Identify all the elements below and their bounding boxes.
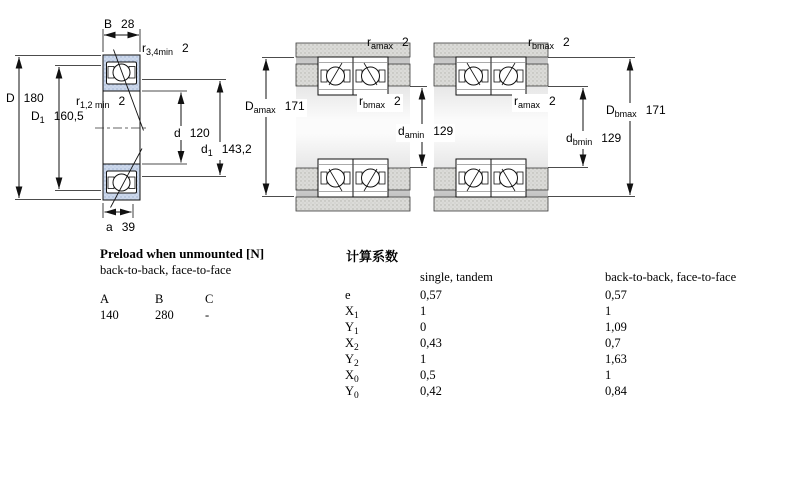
dim-subscript: amax xyxy=(253,105,276,115)
ball xyxy=(327,169,345,187)
dim-subscript: 1 xyxy=(39,115,45,125)
dim-symbol: r xyxy=(359,94,363,108)
factor-symbol: Y xyxy=(345,352,355,366)
dim-label-rbmax-a xyxy=(357,94,403,112)
factor-value: 0,7 xyxy=(605,336,621,350)
dim-label-dbmin xyxy=(564,131,623,149)
ball xyxy=(362,169,380,187)
ball xyxy=(113,64,130,81)
dim-symbol: B xyxy=(104,17,113,31)
dim-symbol: D xyxy=(6,91,15,105)
ball xyxy=(362,67,380,85)
dim-label-ramax-b xyxy=(512,94,558,112)
shoulder-block xyxy=(296,64,318,86)
single-bearing-cross-section xyxy=(95,50,148,208)
factor-value: 0,57 xyxy=(605,288,627,302)
ball xyxy=(500,169,518,187)
factor-symbol: Y xyxy=(345,320,355,334)
factor-subscript: 2 xyxy=(354,359,359,369)
dim-label-ramax-a xyxy=(367,35,409,53)
shoulder-block xyxy=(434,168,456,190)
factor-value: 1 xyxy=(420,352,427,366)
dim-label-r34 xyxy=(142,41,189,59)
factor-value: 0,42 xyxy=(420,384,442,398)
dim-symbol: D xyxy=(606,103,615,117)
shoulder-block xyxy=(526,64,548,86)
mounted-pair-b-dimension-lines xyxy=(548,58,635,197)
factor-subscript: 0 xyxy=(354,375,359,385)
dim-subscript: amin xyxy=(404,130,425,140)
dim-subscript: bmax xyxy=(532,41,555,51)
dim-value: 129 xyxy=(601,131,622,145)
dim-label-D1 xyxy=(31,109,84,127)
factors-col-header: single, tandem xyxy=(420,270,493,284)
preload-table xyxy=(100,246,340,336)
dim-label-d xyxy=(172,126,212,140)
dim-label-Dbmax xyxy=(604,103,668,121)
dim-value: 160,5 xyxy=(53,109,84,123)
dim-symbol: d xyxy=(566,131,573,145)
ball xyxy=(327,67,345,85)
dim-symbol: d xyxy=(398,124,405,138)
factor-subscript: 2 xyxy=(354,343,359,353)
dim-subscript: bmax xyxy=(614,109,637,119)
dim-subscript: bmin xyxy=(572,137,593,147)
factors-table xyxy=(345,246,790,406)
factor-value: 1,63 xyxy=(605,352,627,366)
preload-value: - xyxy=(205,308,210,322)
dim-subscript: 1 xyxy=(207,148,213,158)
factor-value: 0,84 xyxy=(605,384,627,398)
factor-symbol: Y xyxy=(345,384,355,398)
dim-subscript: 3,4min xyxy=(146,47,174,57)
factor-value: 0,43 xyxy=(420,336,442,350)
dim-symbol: a xyxy=(106,220,113,234)
dim-label-damin xyxy=(396,124,455,142)
ball xyxy=(500,67,518,85)
factor-symbol: e xyxy=(345,288,351,302)
dim-symbol: r xyxy=(76,94,80,108)
shoulder-block xyxy=(434,64,456,86)
factors-title: 计算系数 xyxy=(346,249,399,264)
factor-value: 1 xyxy=(605,368,612,382)
dim-subscript: bmax xyxy=(363,100,386,110)
dim-value: 2 xyxy=(118,94,126,108)
mounted-pair-a xyxy=(296,43,410,211)
dim-value: 2 xyxy=(563,35,570,49)
preload-subtitle: back-to-back, face-to-face xyxy=(100,263,232,277)
factor-value: 1,09 xyxy=(605,320,627,334)
dim-value: 2 xyxy=(402,35,409,49)
shoulder-block xyxy=(526,168,548,190)
dim-value: 2 xyxy=(182,41,189,55)
dim-symbol: D xyxy=(245,99,254,113)
dim-symbol: r xyxy=(367,35,371,49)
shoulder-block xyxy=(296,168,318,190)
factor-subscript: 0 xyxy=(354,391,359,401)
factor-symbol: X xyxy=(345,368,355,382)
factor-value: 0,5 xyxy=(420,368,436,382)
dim-value: 129 xyxy=(433,124,454,138)
dim-symbol: d xyxy=(174,126,181,140)
preload-value: 140 xyxy=(100,308,119,322)
dim-label-D xyxy=(6,91,44,105)
preload-col-header: A xyxy=(100,292,110,306)
dim-symbol: r xyxy=(514,94,518,108)
dim-value: 171 xyxy=(284,99,305,113)
dim-symbol: d xyxy=(201,142,208,156)
shoulder-block xyxy=(388,168,410,190)
dim-value: 2 xyxy=(394,94,401,108)
dim-value: 120 xyxy=(189,126,210,140)
dim-symbol: D xyxy=(31,109,40,123)
factor-row-label xyxy=(345,384,359,404)
ball xyxy=(465,169,483,187)
preload-title: Preload when unmounted [N] xyxy=(100,246,265,261)
factors-col-header: back-to-back, face-to-face xyxy=(605,270,737,284)
dim-value: 28 xyxy=(121,17,135,31)
dim-value: 143,2 xyxy=(221,142,252,156)
factor-value: 0,57 xyxy=(420,288,442,302)
factor-symbol: X xyxy=(345,336,355,350)
dim-symbol: r xyxy=(528,35,532,49)
factor-value: 1 xyxy=(420,304,427,318)
factor-subscript: 1 xyxy=(354,327,359,337)
factor-subscript: 1 xyxy=(354,311,359,321)
dim-subscript: amax xyxy=(518,100,541,110)
dim-value: 171 xyxy=(645,103,666,117)
dim-label-d1 xyxy=(199,142,254,160)
dim-subscript: amax xyxy=(371,41,394,51)
dim-value: 2 xyxy=(549,94,556,108)
factor-value: 1 xyxy=(605,304,612,318)
dim-label-a xyxy=(106,220,135,234)
shoulder-block xyxy=(388,64,410,86)
ball xyxy=(465,67,483,85)
dim-label-B xyxy=(104,17,134,31)
preload-col-header: B xyxy=(155,292,164,306)
dim-label-rbmax-b xyxy=(528,35,570,53)
factor-symbol: X xyxy=(345,304,355,318)
factor-value: 0 xyxy=(420,320,427,334)
dim-value: 180 xyxy=(23,91,44,105)
housing-block xyxy=(434,197,548,211)
housing-block xyxy=(296,197,410,211)
dim-subscript: 1,2 min xyxy=(80,100,110,110)
dim-value: 39 xyxy=(121,220,136,234)
preload-value: 280 xyxy=(155,308,174,322)
preload-col-header: C xyxy=(205,292,214,306)
dim-label-Damax xyxy=(243,99,307,117)
dim-symbol: r xyxy=(142,41,146,55)
